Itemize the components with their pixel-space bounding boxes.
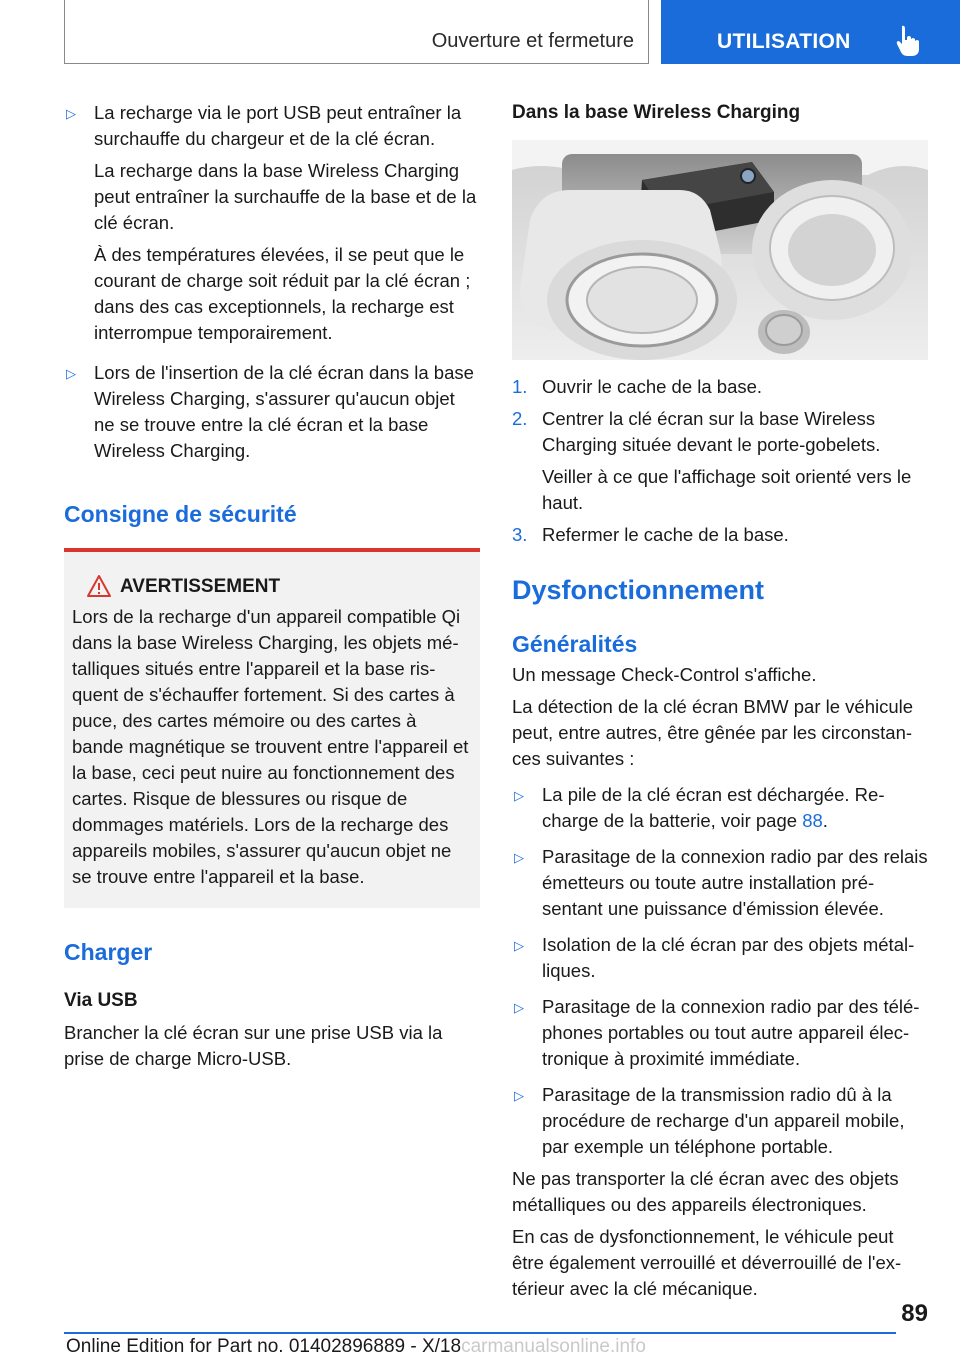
- warning-title-row: [72, 574, 470, 600]
- usb-text: Brancher la clé écran sur une prise USB via la prise de charge Micro-USB.: [64, 1022, 443, 1069]
- usb-subheading: Via USB: [64, 990, 138, 1011]
- bullet-continuation: À des températures élevées, il se peut que le courant de charge soit réduit par la clé écran ; dans des cas exceptionnels, la recharge est interrompue temporairement.: [94, 244, 471, 343]
- step-item: [512, 374, 928, 400]
- step-number: 3.: [512, 524, 528, 545]
- chapter-tab[interactable]: [661, 0, 960, 64]
- triangle-bullet-icon: ▷: [514, 850, 524, 865]
- malfunction-heading: Dysfonctionnement: [512, 575, 765, 605]
- header-section-box: [64, 0, 649, 64]
- list-item: [64, 100, 480, 346]
- cause-text: Parasitage de la connexion radio par des relais émetteurs ou toute autre installation présentant une puissance d'émission élevée.: [542, 846, 928, 919]
- list-item: [512, 782, 928, 834]
- warning-body: Lors de la recharge d'un appareil compatible Qi dans la base Wireless Charging, les objets métalliques situés entre l'appareil et la base risquent de s'échauffer fortement. Si des cartes à puce, des cartes mémoire ou des cartes à bande magnétique se trouvent entre l'appareil et la base, ceci peut nuire au fonctionnement des cartes. Risque de blessures ou risque de dommages matériels. Lors de la recharge des appareils mobiles, s'assurer qu'aucun objet ne se trouve entre l'appareil et la base.: [72, 606, 469, 887]
- warning-box: [64, 548, 480, 908]
- watermark-text: carmanualsonline.info: [461, 1336, 646, 1357]
- list-item: [512, 844, 928, 922]
- charger-heading: Charger: [64, 939, 153, 965]
- steps-list: [512, 374, 928, 548]
- page-number: 89: [901, 1300, 928, 1327]
- cause-text: Parasitage de la connexion radio par des téléphones portables ou tout autre appareil électronique à proximité immédiate.: [542, 996, 920, 1069]
- triangle-bullet-icon: ▷: [514, 1088, 524, 1103]
- triangle-bullet-icon: ▷: [514, 1000, 524, 1015]
- bullet-text: La recharge via le port USB peut entraîner la surchauffe du chargeur et de la clé écran.: [94, 102, 462, 149]
- cause-text: Parasitage de la transmission radio dû à la procédure de recharge d'un appareil mobile, par exemple un téléphone portable.: [542, 1084, 905, 1157]
- warning-title: AVERTISSEMENT: [120, 576, 281, 597]
- warning-triangle-icon: [86, 574, 112, 598]
- chapter-label: UTILISATION: [717, 30, 851, 53]
- step-item: [512, 406, 928, 516]
- list-item: [512, 932, 928, 984]
- wireless-subheading: Dans la base Wireless Charging: [512, 102, 801, 123]
- wireless-charging-photo: [512, 140, 928, 360]
- closing-paragraph: Ne pas transporter la clé écran avec des objets métalliques ou des appareils électroniques.: [512, 1168, 899, 1215]
- bullet-text: Lors de l'insertion de la clé écran dans la base Wireless Charging, s'assurer qu'aucun objet ne se trouve entre la clé écran et la base Wireless Charging.: [94, 362, 474, 461]
- step-item: [512, 522, 928, 548]
- step-text: Ouvrir le cache de la base.: [542, 376, 763, 397]
- safety-heading: Consigne de sécurité: [64, 501, 297, 527]
- pointing-hand-icon: [895, 24, 925, 56]
- section-title: Ouverture et fermeture: [431, 30, 634, 52]
- wireless-charging-illustration: [512, 140, 928, 360]
- triangle-bullet-icon: ▷: [66, 366, 76, 381]
- bullet-continuation: La recharge dans la base Wireless Charging peut entraîner la surchauffe de la base et de la clé écran.: [94, 160, 477, 233]
- step-number: 2.: [512, 408, 528, 429]
- page-link[interactable]: 88: [802, 810, 823, 831]
- cause-text: La pile de la clé écran est déchargée. Recharge de la batterie, voir page: [542, 784, 885, 831]
- closing-paragraph: En cas de dysfonctionnement, le véhicule peut être également verrouillé et déverrouillé de l'extérieur avec la clé mécanique.: [512, 1226, 902, 1299]
- cause-tail: .: [822, 810, 828, 831]
- general-paragraph: Un message Check-Control s'affiche.: [512, 664, 817, 685]
- right-column: [512, 100, 928, 1308]
- triangle-bullet-icon: ▷: [514, 788, 524, 803]
- footer-divider: [64, 1332, 896, 1334]
- list-item: [64, 360, 480, 464]
- list-item: [512, 1082, 928, 1160]
- triangle-bullet-icon: ▷: [514, 938, 524, 953]
- causes-list: [512, 782, 928, 1160]
- general-paragraph: La détection de la clé écran BMW par le véhicule peut, entre autres, être gênée par les circonstances suivantes :: [512, 696, 914, 769]
- left-column: [64, 100, 480, 1078]
- general-heading: Généralités: [512, 631, 638, 657]
- step-text: Centrer la clé écran sur la base Wireless Charging située devant le porte-gobelets.: [542, 408, 881, 455]
- footer-edition: [66, 1336, 646, 1358]
- triangle-bullet-icon: ▷: [66, 106, 76, 121]
- edition-text: Online Edition for Part no. 01402896889 - X/18: [66, 1336, 462, 1357]
- list-item: [512, 994, 928, 1072]
- step-continuation: Veiller à ce que l'affichage soit orienté vers le haut.: [542, 466, 912, 513]
- cause-text: Isolation de la clé écran par des objets métalliques.: [542, 934, 915, 981]
- step-number: 1.: [512, 376, 528, 397]
- step-text: Refermer le cache de la base.: [542, 524, 789, 545]
